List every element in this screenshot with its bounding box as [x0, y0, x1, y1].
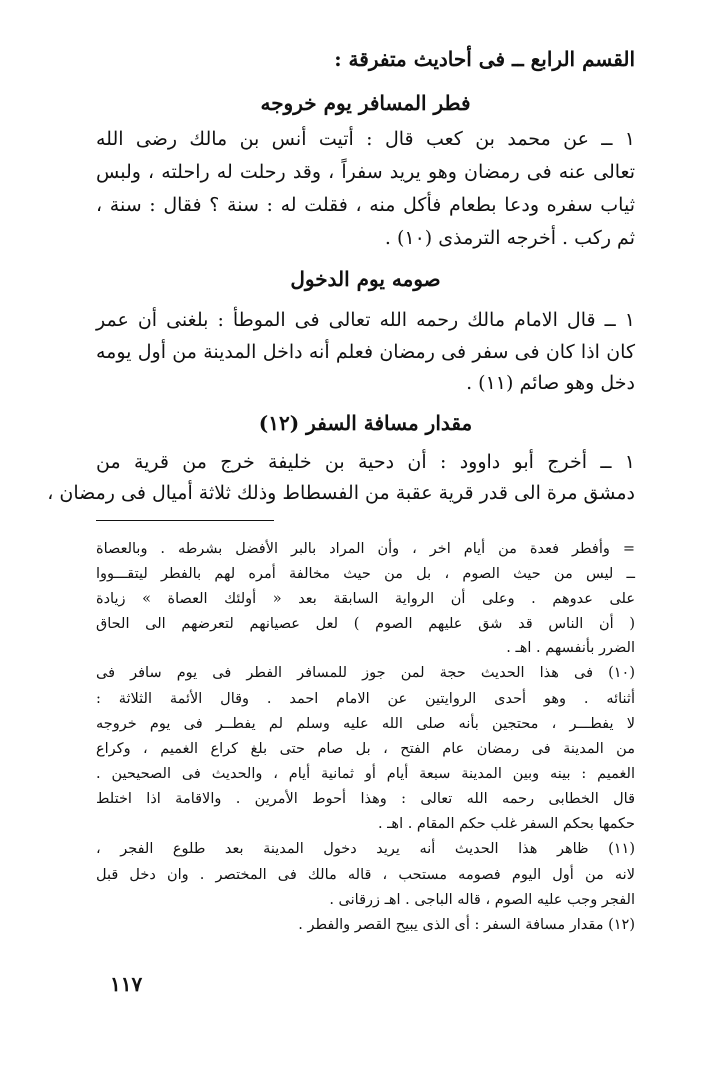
- footnote-line: ( أن الناس قد شق عليهم الصوم ) لعل عصيانهم لتعرضهم الى الحاق: [96, 616, 635, 632]
- body-line: ثم ركب . أخرجه الترمذى (١٠) .: [384, 227, 635, 249]
- footnote-line: أثنائه . وهو أحدى الروايتين عن الامام احمد . وقال الأئمة الثلاثة :: [96, 691, 635, 707]
- footnote-line: الغميم : بينه وبين المدينة سبعة أيام أو ثمانية أيام ، والحديث فى الصحيحين .: [96, 766, 635, 782]
- footnote-separator: [96, 520, 274, 521]
- footnote-line: ــ ليس من حيث الصوم ، بل من حيث مخالفة أمره لهم بالفطر ليتقـــووا: [96, 566, 635, 582]
- footnote-line: حكمها بحكم السفر غلب حكم المقام . اهـ .: [377, 816, 635, 832]
- section-title-traveler-fast: فطر المسافر يوم خروجه: [260, 91, 471, 115]
- footnote-line: قال الخطابى رحمه الله تعالى : وهذا أحوط الأمرين . والاقامة اذا اختلط: [96, 791, 635, 807]
- footnote-line: (١٠) فى هذا الحديث حجة لمن جوز للمسافر الفطر فى يوم سافر فى: [96, 665, 635, 681]
- body-line: ١ ــ عن محمد بن كعب قال : أتيت أنس بن مالك رضى الله: [96, 128, 635, 150]
- section-title-travel-distance: مقدار مسافة السفر (١٢): [258, 411, 473, 435]
- footnote-line: من المدينة فى رمضان عام الفتح ، بل صام حتى بلغ كراع الغميم ، وكراع: [96, 741, 635, 757]
- page-number: ١١٧: [110, 972, 143, 996]
- body-line: تعالى عنه فى رمضان وهو يريد سفراً ، وقد رحلت له راحلته ، ولبس: [96, 161, 635, 183]
- footnote-line: = وأفطر فعدة من أيام اخر ، وأن المراد بالبر الأفضل بشرطه . وبالعصاة: [96, 541, 635, 557]
- footnote-line: لانه من أول اليوم فصومه مستحب ، قاله مالك فى المختصر . وان دخل قبل: [96, 867, 635, 883]
- footnote-line: (١٢) مقدار مسافة السفر : أى الذى يبيح القصر والفطر .: [298, 917, 635, 933]
- body-line: دمشق مرة الى قدر قرية عقبة من الفسطاط وذلك ثلاثة أميال فى رمضان ،: [47, 482, 635, 504]
- body-line: دخل وهو صائم (١١) .: [466, 372, 635, 394]
- section-title-entry-day-fast: صومه يوم الدخول: [290, 267, 441, 291]
- body-line: ١ ــ قال الامام مالك رحمه الله تعالى فى الموطأ : بلغنى أن عمر: [96, 309, 635, 331]
- footnote-line: لا يفطـــر ، محتجين بأنه صلى الله عليه وسلم لم يفطــر فى يوم خروجه: [96, 716, 635, 732]
- body-line: ١ ــ أخرج أبو داوود : أن دحية بن خليفة خرج من قرية من: [96, 451, 635, 473]
- part-heading: القسم الرابع ــ فى أحاديث متفرقة :: [334, 47, 635, 71]
- footnote-line: الضرر بأنفسهم . اهـ .: [506, 640, 635, 656]
- body-line: ثياب سفره ودعا بطعام فأكل منه ، فقلت له : سنة ؟ فقال : سنة ،: [96, 194, 635, 216]
- body-line: كان اذا كان فى سفر فى رمضان فعلم أنه داخل المدينة من أول يومه: [96, 341, 635, 363]
- footnote-line: (١١) ظاهر هذا الحديث أنه يريد دخول المدينة بعد طلوع الفجر ،: [96, 841, 635, 857]
- footnote-line: على عدوهم . وعلى أن الرواية السابقة بعد « أولئك العصاة » زيادة: [96, 591, 635, 607]
- footnote-line: الفجر وجب عليه الصوم ، قاله الباجى . اهـ زرقانى .: [329, 892, 635, 908]
